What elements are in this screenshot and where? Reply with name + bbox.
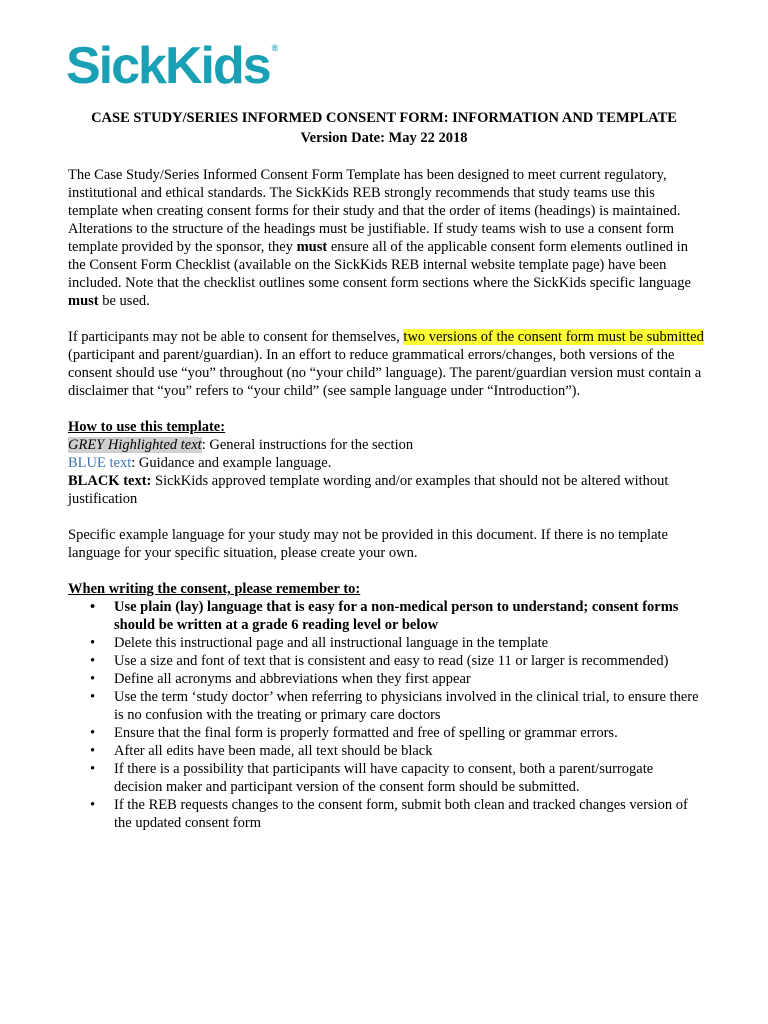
intro-must-1: must — [296, 239, 328, 255]
black-description: SickKids approved template wording and/or examples that should not be altered without justification — [68, 473, 669, 507]
list-item: • Delete this instructional page and all instructional language in the template — [114, 634, 704, 652]
blue-description: : Guidance and example language. — [131, 455, 332, 471]
grey-description: : General instructions for the section — [201, 437, 414, 453]
list-item: • Use the term ‘study doctor’ when referring to physicians involved in the clinical trial, to ensure there is no confusion with the treating or primary care doctors — [114, 688, 704, 724]
intro-text-3: be used. — [98, 293, 150, 309]
document-title-block — [0, 108, 768, 148]
list-item: • After all edits have been made, all text should be black — [114, 742, 704, 760]
list-item: • Define all acronyms and abbreviations when they first appear — [114, 670, 704, 688]
intro-text-1: The Case Study/Series Informed Consent Form Template has been designed to meet current regulatory, institutional and ethical standards. The SickKids REB strongly recommends that study teams use this template when creating consent forms for their study and that the order of items (headings) is maintained. Alterations to the structure of the headings must be justifiable. If study teams wish to use a consent form template provided by the sponsor, they — [68, 167, 681, 255]
participants-text-2: (participant and parent/guardian). In an effort to reduce grammatical errors/changes, both versions of the consent should use “you” throughout (no “your child” language). The parent/guardian version must contain a disclaimer that “you” refers to “your child” (see sample language under “Introduction”). — [68, 347, 702, 399]
remember-heading: When writing the consent, please remember to: — [68, 581, 361, 597]
sickkids-logo — [66, 37, 279, 95]
black-label: BLACK text: — [68, 473, 152, 489]
list-item: • Use a size and font of text that is consistent and easy to read (size 11 or larger is recommended) — [114, 652, 704, 670]
intro-paragraph — [68, 166, 704, 310]
version-date: Version Date: May 22 2018 — [300, 130, 468, 146]
intro-must-2: must — [68, 293, 99, 309]
registered-mark: ® — [271, 43, 279, 53]
list-item: • Ensure that the final form is properly formatted and free of spelling or grammar errors. — [114, 724, 704, 742]
list-item: • If there is a possibility that participants will have capacity to consent, both a parent/surrogate decision maker and participant version of the consent form should be submitted. — [114, 760, 704, 796]
grey-text-legend — [68, 436, 704, 454]
document-title: CASE STUDY/SERIES INFORMED CONSENT FORM: INFORMATION AND TEMPLATE — [91, 110, 677, 126]
participants-highlight: two versions of the consent form must be submitted — [403, 329, 704, 345]
grey-label: GREY Highlighted text — [68, 437, 202, 453]
black-text-legend — [68, 472, 704, 508]
blue-text-legend — [68, 454, 704, 472]
how-to-heading: How to use this template: — [68, 419, 226, 435]
participants-paragraph — [68, 328, 704, 400]
logo-text: SickKids — [66, 37, 270, 95]
blue-label: BLUE text — [68, 455, 132, 471]
list-item: • Use plain (lay) language that is easy for a non-medical person to understand; consent forms should be written at a grade 6 reading level or below — [114, 598, 704, 634]
specific-language-paragraph: Specific example language for your study may not be provided in this document. If there is no template language for your specific situation, please create your own. — [68, 527, 668, 561]
document-body — [68, 166, 704, 832]
intro-text-2: ensure all of the applicable consent form elements outlined in the Consent Form Checklist (available on the SickKids REB internal website template page) have been included. Note that the checklist outlines some consent form sections where the SickKids specific language — [68, 239, 691, 291]
participants-text-1: If participants may not be able to consent for themselves, — [68, 329, 404, 345]
list-item: • If the REB requests changes to the consent form, submit both clean and tracked changes version of the updated consent form — [114, 796, 704, 832]
remember-list — [68, 598, 704, 832]
